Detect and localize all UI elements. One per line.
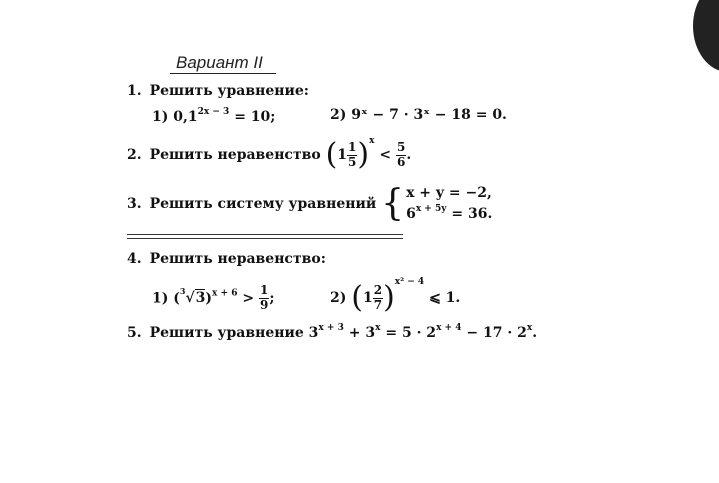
task-2-text: Решить неравенство <box>149 147 321 163</box>
task-3 <box>127 184 492 224</box>
task-1-part-1-label: 1) <box>152 109 169 125</box>
task-2-rhs-fraction <box>396 141 406 170</box>
task-2-whole: 1 <box>337 147 348 163</box>
task-3-equation-2 <box>406 203 492 224</box>
left-paren: ( <box>325 137 338 172</box>
task-4-heading <box>127 252 326 266</box>
task-3-number: 3. <box>127 195 142 212</box>
task-2-fraction <box>347 141 357 170</box>
variant-title: Вариант II <box>176 53 263 72</box>
task-2-fraction-den: 5 <box>348 154 357 169</box>
task-5-term-d: − 17 · 2 <box>461 325 527 341</box>
task-3-eq2-rhs: = 36. <box>451 205 493 222</box>
task-1-text: Решить уравнение: <box>149 83 309 99</box>
task-4-part-2-label: 2) <box>330 290 347 306</box>
task-1-part-1-base: 0,1 <box>173 109 198 125</box>
task-1-part-1 <box>152 108 275 124</box>
task-4-part-1-sign: > <box>242 290 255 307</box>
task-5-term-c: = 5 · 2 <box>380 325 437 341</box>
task-5-exp-c: x + 4 <box>436 323 462 333</box>
task-2-number: 2. <box>127 147 142 163</box>
task-1-heading <box>127 84 309 98</box>
task-1-part-2-label: 2) <box>330 107 347 123</box>
task-4-part-2-whole: 1 <box>362 290 373 306</box>
task-2 <box>127 137 411 170</box>
separator-line <box>127 238 403 239</box>
task-1-number: 1. <box>127 83 142 99</box>
task-2-rhs-num: 5 <box>396 139 406 154</box>
task-5-text: Решить уравнение <box>149 325 304 341</box>
task-4-part-2-fraction-num: 2 <box>373 282 383 297</box>
task-5-exp-a: x + 3 <box>318 323 344 333</box>
root-index: 3 <box>179 286 186 297</box>
task-1-part-1-rhs: = 10; <box>234 109 276 125</box>
task-2-rhs-den: 6 <box>396 154 406 169</box>
task-5-exp-b: x <box>375 323 381 333</box>
task-4-part-1-end: ; <box>269 290 275 307</box>
task-4-part-2-rhs: ⩽ 1. <box>429 290 461 306</box>
task-5-number: 5. <box>127 325 142 341</box>
variant-title-underline <box>170 73 276 74</box>
task-3-eq2-exponent: x + 5y <box>415 203 447 214</box>
separator-line <box>127 234 403 235</box>
system-brace: { <box>381 182 405 224</box>
task-3-eq2-base: 6 <box>406 205 416 222</box>
task-4-part-2 <box>330 278 460 313</box>
task-3-text: Решить систему уравнений <box>149 195 377 212</box>
task-5-end: . <box>532 325 538 341</box>
task-4-part-1-exponent: x + 6 <box>212 288 238 299</box>
task-1-part-2 <box>330 108 507 122</box>
task-5-term-b: + 3 <box>343 325 376 341</box>
left-paren: ( <box>351 280 363 315</box>
task-4-text: Решить неравенство: <box>149 251 326 267</box>
radicand: 3 <box>195 290 206 307</box>
right-paren: ) <box>383 280 395 315</box>
task-2-sign: < <box>379 147 392 163</box>
task-4-part-1-label: 1) <box>152 290 169 307</box>
task-2-exponent: x <box>369 136 375 146</box>
task-4-number: 4. <box>127 251 142 267</box>
task-4-part-2-fraction-den: 7 <box>373 297 383 312</box>
task-4-part-1-rhs-den: 9 <box>259 297 269 312</box>
task-1-part-2-expression: 9ˣ − 7 · 3ˣ − 18 = 0. <box>351 107 507 123</box>
task-2-fraction-num: 1 <box>348 139 357 154</box>
task-2-end: . <box>406 147 412 163</box>
task-5-term-a: 3 <box>308 325 319 341</box>
task-1-part-1-exponent: 2x − 3 <box>197 107 230 117</box>
task-4-part-1-rhs-fraction <box>259 284 269 313</box>
task-4-part-2-exponent: x² − 4 <box>394 277 425 287</box>
task-4-part-2-fraction <box>373 284 383 313</box>
cube-root: $^3$√3 <box>179 286 206 307</box>
task-5 <box>127 324 537 340</box>
task-3-system <box>406 184 492 224</box>
task-3-equation-1: x + y = −2, <box>406 185 492 201</box>
task-4-part-1: 1) $(^3√3)^{x + 6}$ > $\frac{1}{9}$ ; <box>152 283 275 312</box>
task-5-exp-d: x <box>526 323 533 333</box>
task-4-part-1-rhs-num: 1 <box>259 283 269 297</box>
right-paren: ) <box>357 137 370 172</box>
dark-corner-shape <box>693 0 719 72</box>
